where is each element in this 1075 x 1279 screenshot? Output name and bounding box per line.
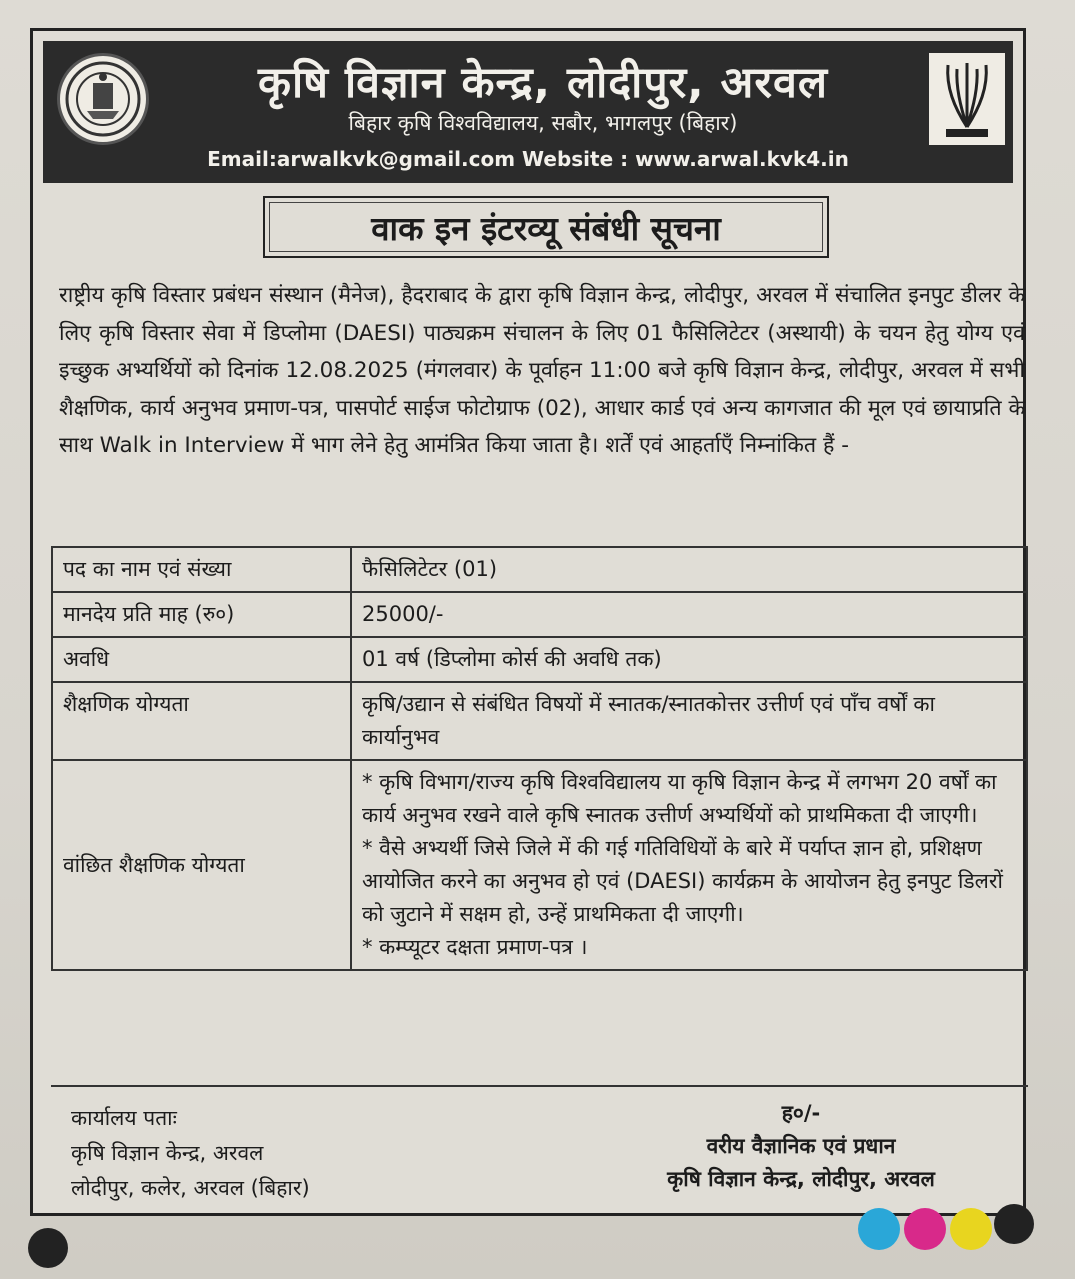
header-contact: Email:arwalkvk@gmail.com Website : www.arwal.kvk4.in — [207, 147, 849, 171]
row-value: 01 वर्ष (डिप्लोमा कोर्स की अवधि तक) — [351, 637, 1027, 682]
intro-paragraph: राष्ट्रीय कृषि विस्तार प्रबंधन संस्थान (मैनेज), हैदराबाद के द्वारा कृषि विज्ञान केन्द्र, लोदीपुर, अरवल में संचालित इनपुट डीलर के लिए कृषि विस्तार सेवा में डिप्लोमा (DAESI) पाठ्यक्रम संचालन के लिए 01 फैसिलिटेटर (अस्थायी) के चयन हेतु योग्य एवं इच्छुक अभ्यर्थियों को दिनांक 12.08.2025 (मंगलवार) के पूर्वाहन 11:00 बजे कृषि विज्ञान केन्द्र, लोदीपुर, अरवल में सभी शैक्षणिक, कार्य अनुभव प्रमाण-पत्र, पासपोर्ट साईज फोटोग्राफ (02), आधार कार्ड एवं अन्य कागजात की मूल एवं छायाप्रति के साथ Walk in Interview में भाग लेने हेतु आमंत्रित किया जाता है। शर्तें एवं आहर्ताएँ निम्नांकित हैं - — [59, 283, 1025, 458]
header-title: कृषि विज्ञान केन्द्र, लोदीपुर, अरवल — [257, 58, 829, 108]
header-band — [43, 41, 1013, 183]
desired-point: * वैसे अभ्यर्थी जिसे जिले में की गई गतिविधियों के बारे में पर्याप्त ज्ञान हो, प्रशिक्षण आयोजित करने का अनुभव हो एवं (DAESI) कार्यक्रम के आयोजन हेतु इनपुट डिलरों को जुटाने में सक्षम हो, उन्हें प्राथमिकता दी जाएगी। — [362, 836, 1003, 926]
registration-mark-key — [994, 1204, 1034, 1244]
office-label: कार्यालय पताः — [71, 1106, 177, 1130]
conditions-table — [51, 546, 1028, 971]
signatory-block — [611, 1097, 991, 1196]
registration-mark-cyan — [858, 1208, 900, 1250]
registration-mark-magenta — [904, 1208, 946, 1250]
signatory-title: वरीय वैज्ञानिक एवं प्रधान — [706, 1134, 896, 1158]
notice-inner-border — [269, 202, 823, 252]
row-key: पद का नाम एवं संख्या — [52, 547, 351, 592]
office-line: कृषि विज्ञान केन्द्र, अरवल — [71, 1141, 264, 1165]
registration-mark-yellow — [950, 1208, 992, 1250]
icar-wheat-logo-icon — [929, 53, 1005, 145]
row-key: अवधि — [52, 637, 351, 682]
registration-mark-black — [28, 1228, 68, 1268]
university-emblem-icon — [57, 53, 149, 145]
table-row — [52, 760, 1027, 970]
row-value: कृषि/उद्यान से संबंधित विषयों में स्नातक/स्नातकोत्तर उत्तीर्ण एवं पाँच वर्षों का कार्यानुभव — [351, 682, 1027, 760]
notice-title-box — [263, 196, 829, 258]
advertisement-box — [30, 28, 1026, 1216]
table-row — [52, 592, 1027, 637]
office-line: लोदीपुर, कलेर, अरवल (बिहार) — [71, 1176, 310, 1200]
notice-title: वाक इन इंटरव्यू संबंधी सूचना — [371, 208, 721, 248]
desired-point: * कम्प्यूटर दक्षता प्रमाण-पत्र । — [362, 935, 588, 959]
signatory-org: कृषि विज्ञान केन्द्र, लोदीपुर, अरवल — [667, 1167, 935, 1191]
row-key: शैक्षणिक योग्यता — [52, 682, 351, 760]
header-subtitle: बिहार कृषि विश्वविद्यालय, सबौर, भागलपुर (बिहार) — [348, 111, 738, 135]
footer-divider — [51, 1085, 1028, 1087]
row-value: 25000/- — [351, 592, 1027, 637]
table-row — [52, 682, 1027, 760]
office-address — [71, 1101, 310, 1206]
row-value — [351, 760, 1027, 970]
desired-point: * कृषि विभाग/राज्य कृषि विश्वविद्यालय या कृषि विज्ञान केन्द्र में लगभग 20 वर्षों का कार्य अनुभव रखने वाले कृषि स्नातक उत्तीर्ण अभ्यर्थियों को प्राथमिकता दी जाएगी। — [362, 770, 997, 827]
signature-mark: ह०/- — [781, 1101, 821, 1125]
table-row — [52, 547, 1027, 592]
table-row — [52, 637, 1027, 682]
row-value: फैसिलिटेटर (01) — [351, 547, 1027, 592]
row-key: मानदेय प्रति माह (रु०) — [52, 592, 351, 637]
row-key: वांछित शैक्षणिक योग्यता — [52, 760, 351, 970]
